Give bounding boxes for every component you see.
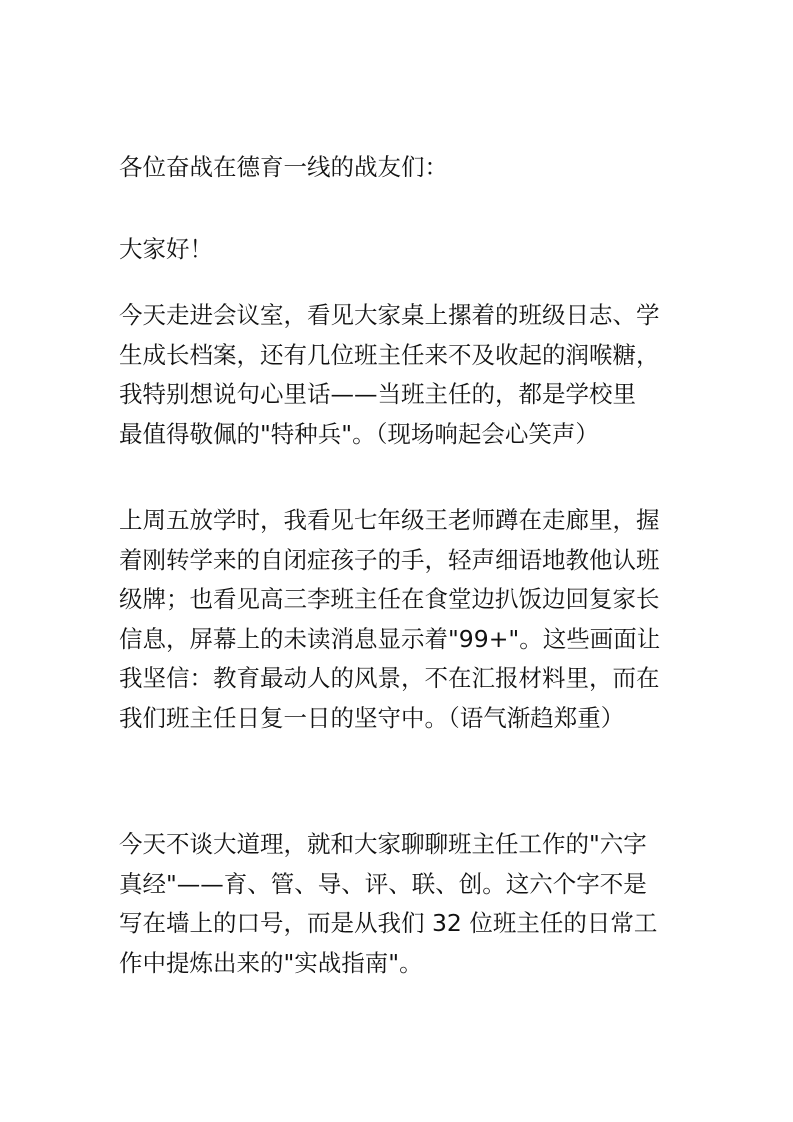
paragraph-line: 信息，屏幕上的未读消息显示着"99+"。这些画面让	[119, 624, 661, 653]
paragraph-line: 今天不谈大道理，就和大家聊聊班主任工作的"六字	[119, 830, 647, 858]
paragraph-1	[119, 296, 689, 454]
paragraph-line: 真经"——育、管、导、评、联、创。这六个字不是	[119, 869, 647, 898]
paragraph-3	[119, 825, 689, 983]
paragraph-line: 着刚转学来的自闭症孩子的手，轻声细语地教他认班	[119, 545, 660, 574]
paragraph-line: 上周五放学时，我看见七年级王老师蹲在走廊里，握	[119, 506, 660, 534]
paragraph-2	[119, 501, 689, 739]
paragraph-line: 我特别想说句心里话——当班主任的，都是学校里	[119, 380, 636, 409]
paragraph-line: 作中提炼出来的"实战指南"。	[119, 948, 423, 977]
greeting-text: 各位奋战在德育一线的战友们：	[119, 153, 448, 181]
paragraph-line: 写在墙上的口号，而是从我们 32 位班主任的日常工	[119, 909, 658, 938]
paragraph-line: 级牌；也看见高三李班主任在食堂边扒饭边回复家长	[119, 585, 660, 614]
paragraph-line: 我们班主任日复一日的坚守中。（语气渐趋郑重）	[119, 703, 625, 732]
paragraph-line: 今天走进会议室，看见大家桌上摞着的班级日志、学	[119, 301, 660, 329]
greeting-heading	[119, 148, 689, 188]
paragraph-line: 最值得敬佩的"特种兵"。（现场响起会心笑声）	[119, 419, 599, 448]
paragraph-line: 我坚信：教育最动人的风景，不在汇报材料里，而在	[119, 664, 660, 693]
paragraph-line: 生成长档案，还有几位班主任来不及收起的润喉糖，	[119, 340, 660, 369]
salutation-text: 大家好！	[119, 235, 213, 263]
salutation	[119, 230, 689, 270]
